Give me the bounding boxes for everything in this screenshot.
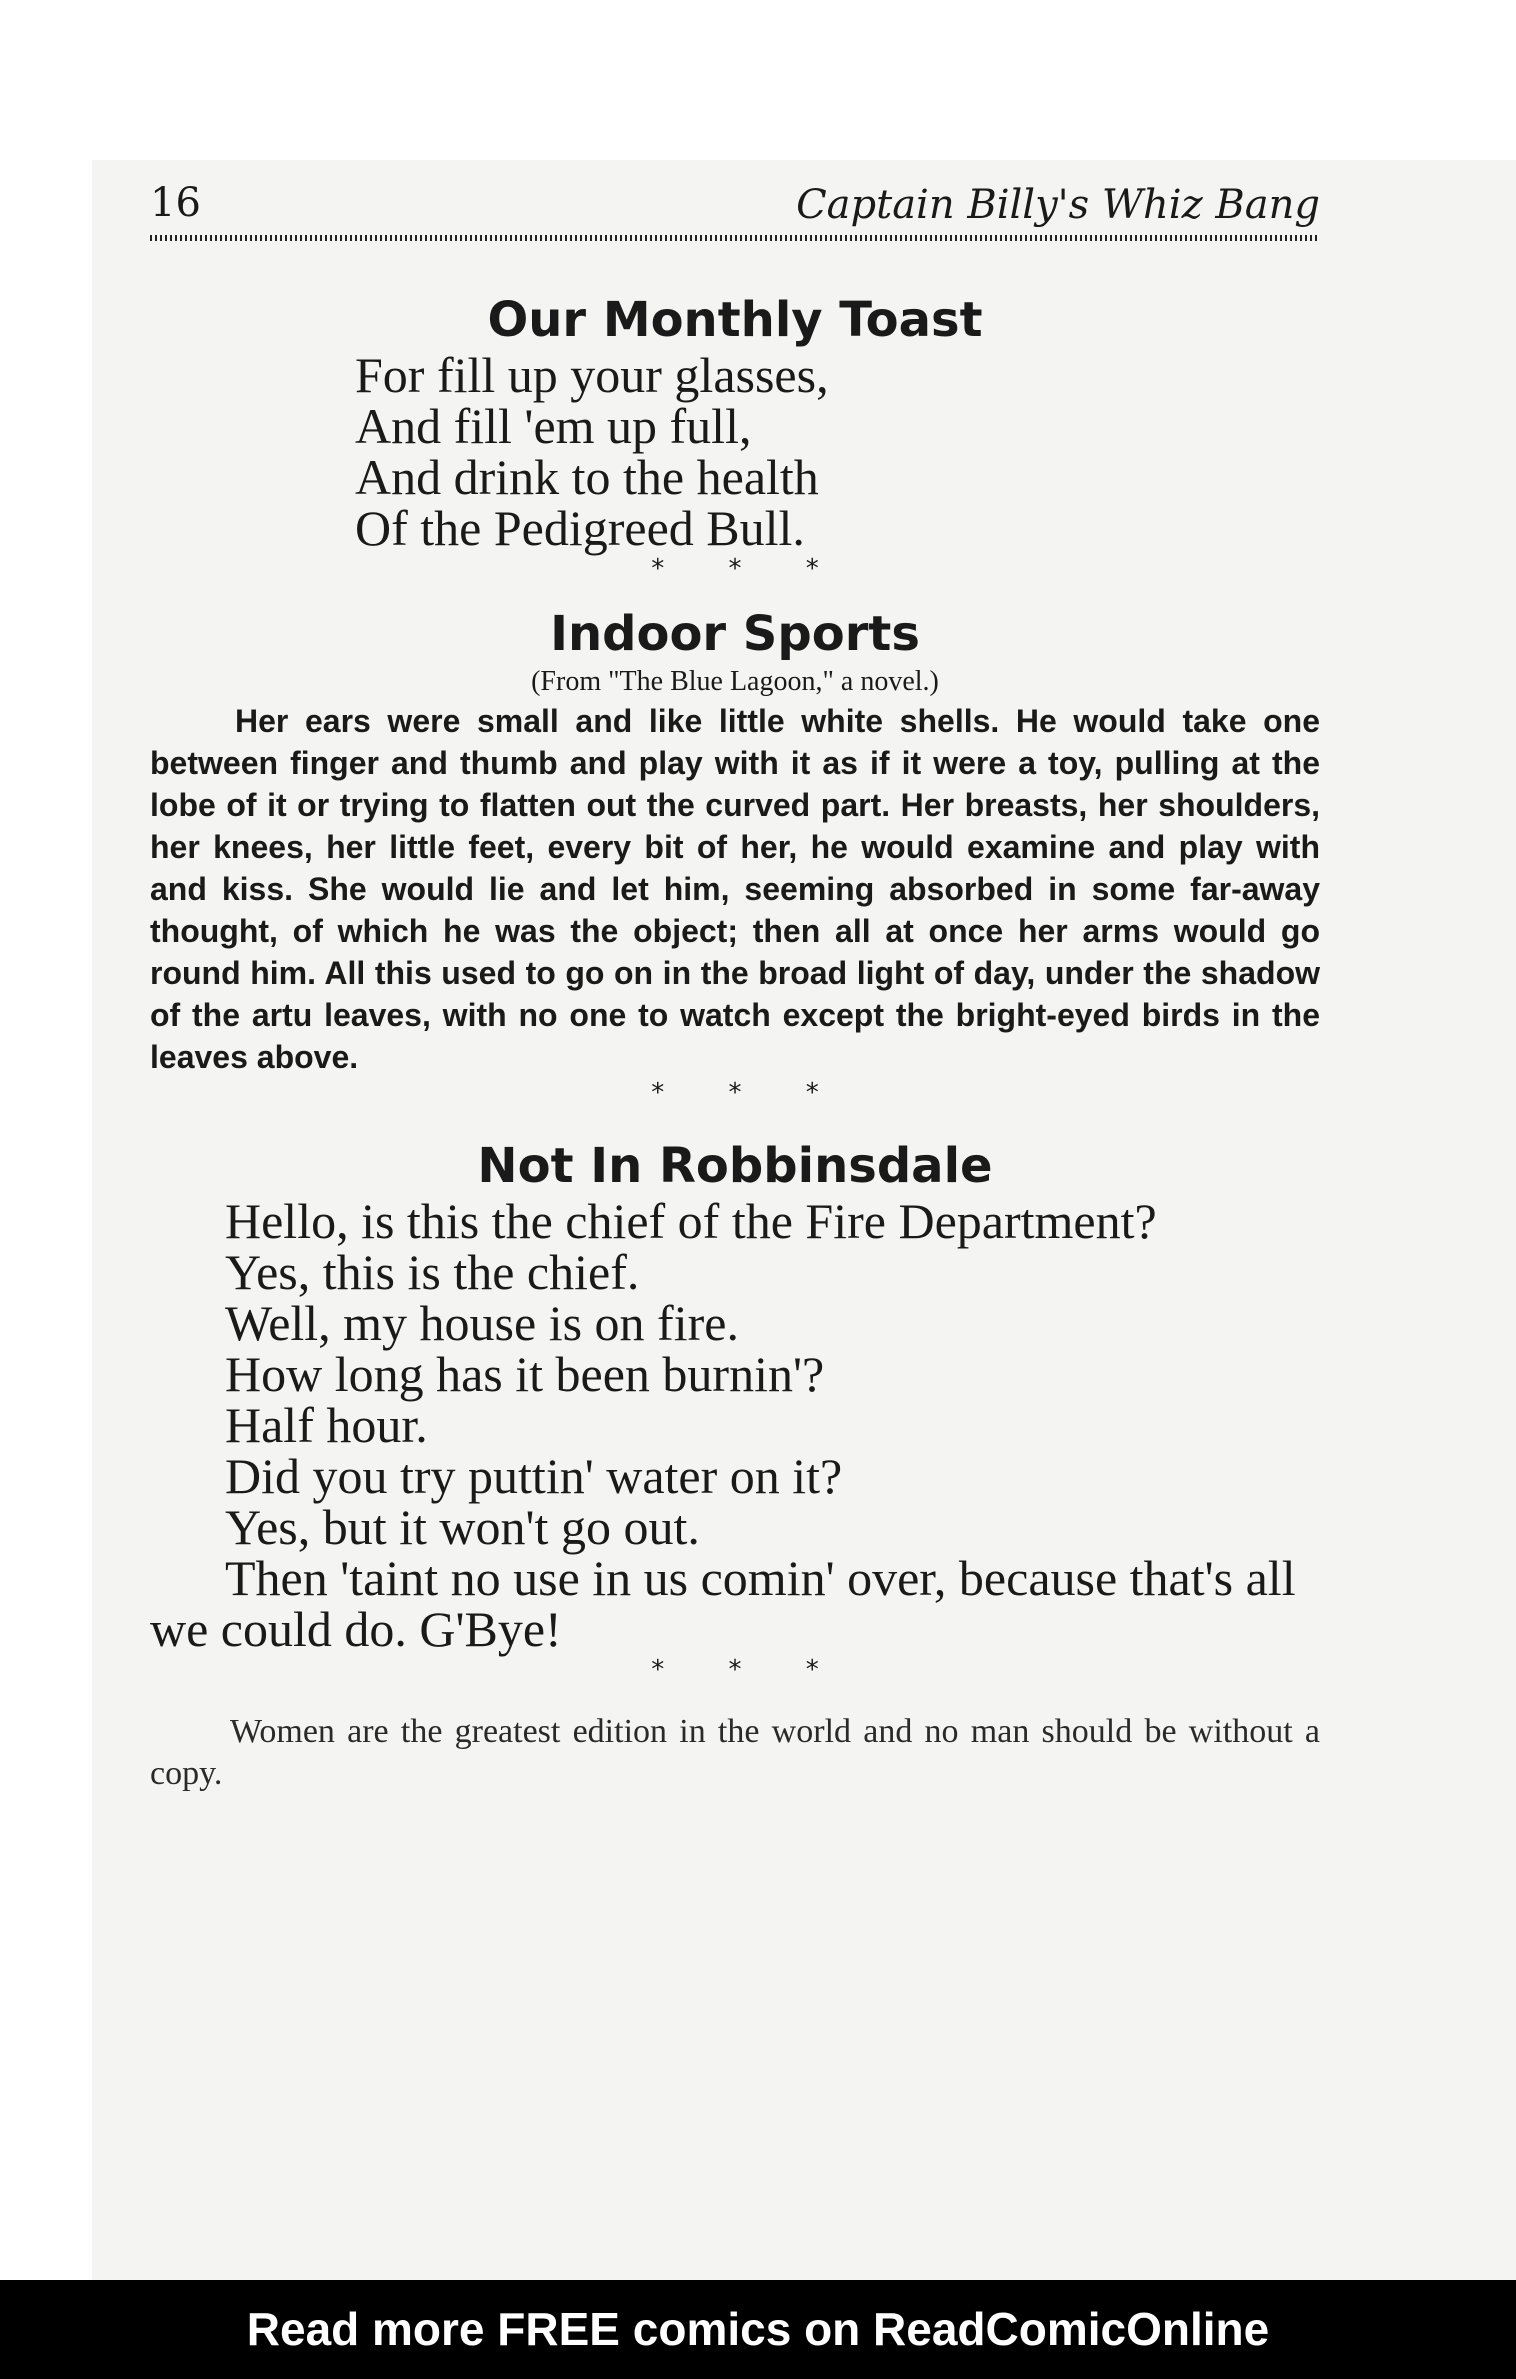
monthly-toast-section [150,290,1320,584]
page-content [150,290,1320,1795]
dialogue-line: Yes, but it won't go out. [225,1499,700,1555]
verse-line: Of the Pedigreed Bull. [355,500,805,556]
section-separator: * * * [651,554,847,584]
robbinsdale-section [150,1136,1320,1685]
toast-verse [355,347,1320,556]
section-separator: * * * [651,1655,847,1685]
indoor-sports-section [150,604,1320,1108]
section-separator: * * * [651,1078,847,1108]
section-title: Indoor Sports [550,606,920,662]
header-rule [150,235,1320,241]
dialogue-line: Then 'taint no use in us comin' over, because that's all we could do. G'Bye! [150,1550,1296,1657]
dialogue-line: Half hour. [225,1397,428,1453]
section-body: Her ears were small and like little white shells. He would take one between finger and thumb and play with it as if it were a toy, pulling at the lobe of it or trying to flatten out the curved part. Her breasts, her shoulders, her knees, her little feet, every bit of her, he would examine and play with and kiss. She would lie and let him, seeming absorbed in some far-away thought, of which he was the object; then all at once her arms would go round him. All this used to go on in the broad light of day, under the shadow of the artu leaves, with no one to watch except the bright-eyed birds in the leaves above. [150,703,1320,1075]
page-number: 16 [150,180,201,226]
dialogue [150,1193,1320,1657]
source-note: (From "The Blue Lagoon," a novel.) [531,666,939,697]
section-title: Not In Robbinsdale [477,1138,993,1194]
running-title: Captain Billy's Whiz Bang [796,182,1320,228]
dialogue-line: Hello, is this the chief of the Fire Department? [225,1193,1157,1249]
verse-line: And fill 'em up full, [355,398,752,454]
section-title: Our Monthly Toast [487,292,983,348]
promo-banner: Read more FREE comics on ReadComicOnline [0,2280,1516,2379]
verse-line: And drink to the health [355,449,819,505]
dialogue-line: How long has it been burnin'? [225,1346,825,1402]
page-header [150,180,1320,240]
verse-line: For fill up your glasses, [355,347,829,403]
dialogue-line: Yes, this is the chief. [225,1244,640,1300]
dialogue-line: Well, my house is on fire. [225,1295,739,1351]
closing-quip: Women are the greatest edition in the world and no man should be without a copy. [150,1713,1320,1792]
dialogue-line: Did you try puttin' water on it? [225,1448,843,1504]
